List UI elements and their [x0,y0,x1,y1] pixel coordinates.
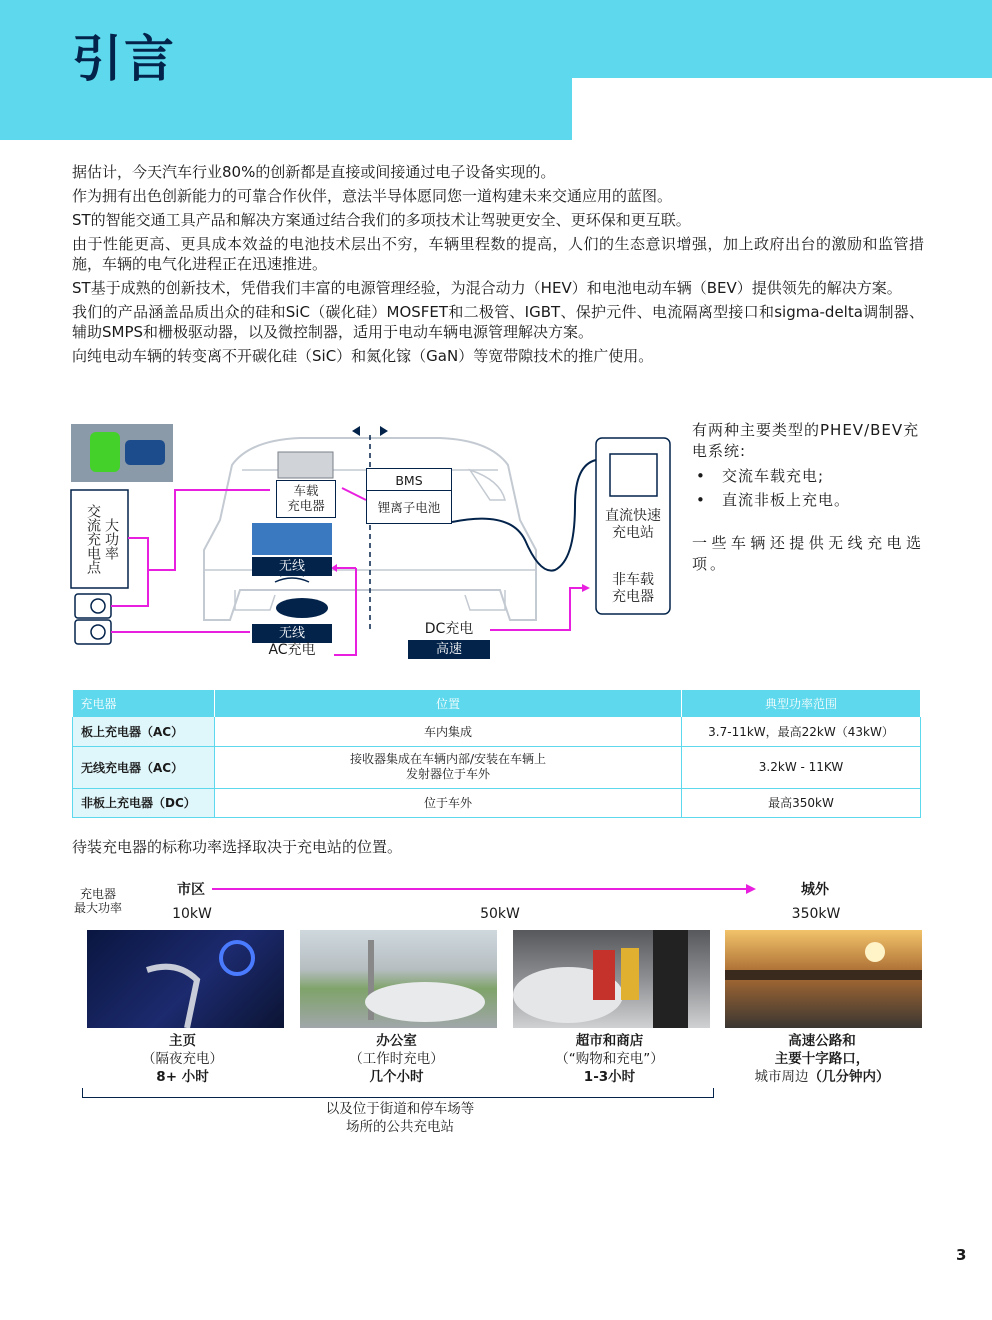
high-speed-tag: 高速 [408,640,490,659]
caption-time-line [722,1068,922,1086]
caption-title: 办公室 [376,1033,417,1049]
caption-time: （几分钟内） [808,1069,890,1085]
wireless-note: 一些车辆还提供无线充电选项。 [692,534,924,573]
battery-label: 锂离子电池 [377,500,441,515]
intro-paragraph: ST基于成熟的创新技术，凭借我们丰富的电源管理经验，为混合动力（HEV）和电池电动车辆（BEV）提供领先的解决方案。 [72,279,902,297]
caption-title: 高速公路和 [788,1033,856,1049]
ac-charge-label: AC充电 [268,642,316,658]
dc-charge-label: DC充电 [424,621,474,637]
table-cell: 位于车外 [215,788,682,817]
intro-paragraph: 我们的产品涵盖品质出众的硅和SiC（碳化硅）MOSFET和二极管、IGBT、保护元件、电流隔离型接口和sigma-delta调制器、辅助SMPS和栅极驱动器，以及微控制器，适用于电动车辆电源管理解决方案。 [72,303,924,341]
office-charging-photo [300,930,497,1028]
table-row [73,788,921,817]
supermarket-charging-photo [513,930,710,1028]
wireless-tag: 无线 [252,557,332,576]
caption-sub: （隔夜充电） [142,1051,223,1067]
dc-fast-station-label: 直流快速 充电站 [605,508,661,541]
urban-label: 市区 [177,882,205,898]
caption-sub: （“购物和充电”） [555,1051,664,1067]
urban-to-rural-arrow [208,882,768,896]
table-header-row [73,690,921,717]
bms-label: BMS [395,473,423,488]
supermarket-caption [511,1032,708,1086]
rural-label: 城外 [801,882,829,898]
list-item: • 交流车载充电; [692,466,924,487]
power-selection-note: 待装充电器的标称功率选择取决于充电站的位置。 [72,838,403,856]
caption-time: 几个小时 [369,1069,424,1085]
intro-paragraph: 作为拥有出色创新能力的可靠合作伙伴，意法半导体愿同您一道构建未来交通应用的蓝图。 [72,187,673,205]
public-stations-bracket [82,1088,714,1098]
onboard-charger-label: 车载 充电器 [287,483,325,513]
caption-title: 主页 [169,1033,196,1049]
power-50kw: 50kW [480,906,520,922]
home-caption [84,1032,281,1086]
caption-time-plain: 城市周边 [754,1069,809,1085]
intro-paragraph: ST的智能交通工具产品和解决方案通过结合我们的多项技术让驾驶更安全、更环保和更互联。 [72,211,691,229]
intro-paragraph: 据估计，今天汽车行业80%的创新都是直接或间接通过电子设备实现的。 [72,163,556,181]
table-cell: 板上充电器（AC） [73,717,215,746]
home-charging-photo [87,930,284,1028]
page-number: 3 [956,1246,967,1264]
highway-photo [725,930,922,1028]
charging-types-text [692,420,924,575]
table-cell: 车内集成 [215,717,682,746]
list-item: • 直流非板上充电。 [692,490,924,511]
charger-table [72,690,921,818]
caption-title: 超市和商店 [575,1033,644,1049]
intro-paragraph: 向纯电动车辆的转变离不开碳化硅（SiC）和氮化镓（GaN）等宽带隙技术的推广使用。 [72,347,654,365]
charging-types-list [692,466,924,511]
bms-divider [366,490,452,491]
power-10kw: 10kW [172,906,212,922]
table-row [73,717,921,746]
table-row [73,746,921,788]
table-cell: 无线充电器（AC） [73,746,215,788]
ac-station-label: 大功率 交流充电点 [85,504,119,574]
column-header: 典型功率范围 [682,690,921,717]
offboard-charger-label: 非车载 充电器 [612,572,654,605]
charging-types-intro: 有两种主要类型的PHEV/BEV充电系统: [692,421,920,460]
caption-sub: 主要十字路口， [774,1051,870,1067]
column-header: 位置 [215,690,682,717]
caption-sub: （工作时充电） [349,1051,444,1067]
table-cell: 3.7-11kW，最高22kW（43kW） [682,717,921,746]
power-350kw: 350kW [791,906,841,922]
column-header: 充电器 [73,690,215,717]
max-power-label: 充电器 最大功率 [73,887,122,915]
intro-text [72,162,924,370]
table-cell: 非板上充电器（DC） [73,788,215,817]
intro-paragraph: 由于性能更高、更具成本效益的电池技术层出不穷，车辆里程数的提高，人们的生态意识增强，加上政府出台的激励和监管措施，车辆的电气化进程正在迅速推进。 [72,235,924,273]
public-stations-note: 以及位于街道和停车场等 场所的公共充电站 [325,1101,475,1135]
table-cell: 3.2kW - 11KW [682,746,921,788]
wireless-ac-tag: 无线 [252,624,332,643]
caption-time: 8+ 小时 [156,1069,209,1085]
office-caption [298,1032,495,1086]
caption-time: 1-3小时 [583,1069,636,1085]
table-cell: 接收器集成在车辆内部/安装在车辆上 发射器位于车外 [215,746,682,788]
table-cell: 最高350kW [682,788,921,817]
charging-diagram [0,410,680,670]
page-title: 引言 [72,30,176,88]
highway-caption [722,1032,922,1086]
